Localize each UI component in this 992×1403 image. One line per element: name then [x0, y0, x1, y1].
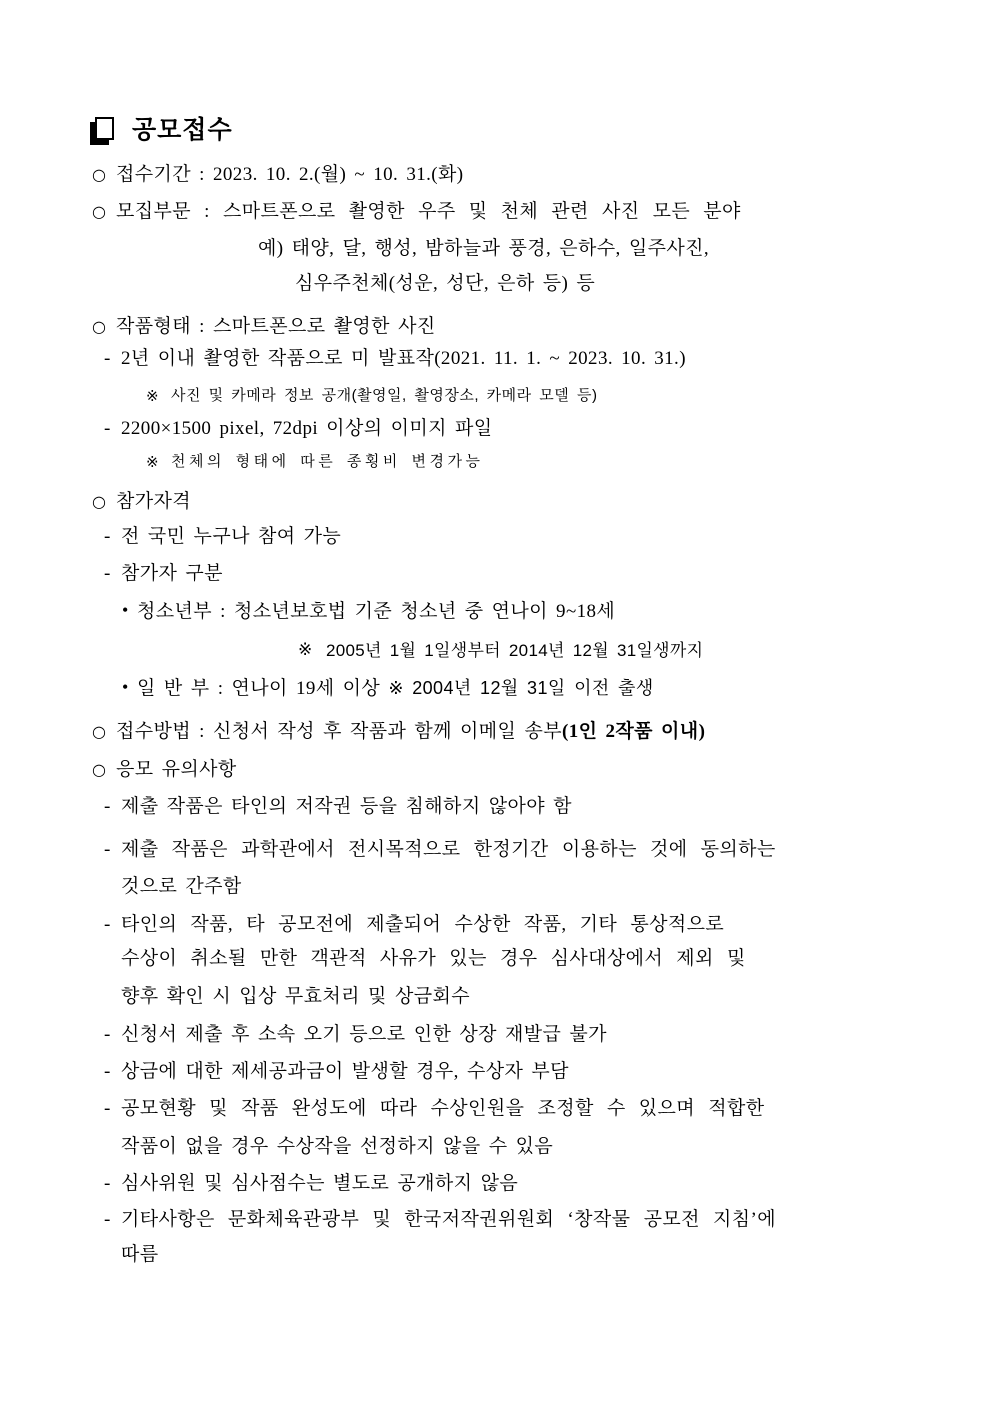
text-segment: 참가자 구분	[121, 563, 223, 584]
note-copyright	[104, 795, 572, 819]
dash-bullet: -	[104, 1061, 111, 1082]
line-general-division	[122, 677, 654, 701]
dash-bullet: -	[104, 348, 111, 369]
section-heading	[90, 110, 233, 146]
dash-bullet: -	[104, 1173, 111, 1194]
text-segment: 전 국민 누구나 참여 가능	[121, 526, 342, 547]
text-segment: 접수기간 : 2023. 10. 2.(월) ~ 10. 31.(화)	[116, 164, 464, 185]
reference-mark-icon: ※	[298, 640, 313, 660]
text-segment: 예) 태양, 달, 행성, 밤하늘과 풍경, 은하수, 일주사진,	[258, 238, 710, 259]
dash-bullet: -	[104, 1024, 111, 1045]
text-segment: 따름	[121, 1244, 159, 1265]
text-segment: 타인의 작품, 타 공모전에 제출되어 수상한 작품, 기타 통상적으로	[121, 914, 725, 935]
text-segment: 공모현황 및 작품 완성도에 따라 수상인원을 조정할 수 있으며 적합한	[121, 1098, 765, 1119]
line-unpublished-rule	[104, 347, 686, 371]
note-winner-adjustment-cont	[121, 1135, 553, 1159]
section-heading-text: 공모접수	[132, 117, 233, 144]
note-other-guidelines	[104, 1208, 776, 1232]
text-segment: 제출 작품은 타인의 저작권 등을 침해하지 않아야 함	[121, 796, 572, 817]
dash-bullet: -	[104, 526, 111, 547]
line-image-spec	[104, 417, 493, 441]
note-certificate-reissue	[104, 1023, 607, 1047]
line-category-examples	[258, 237, 709, 261]
note-disqualification	[104, 913, 725, 937]
text-segment: 2005년 1월 1일생부터 2014년 12월 31일생까지	[326, 641, 704, 660]
dash-bullet: -	[104, 839, 111, 860]
note-exhibition-consent	[104, 838, 776, 862]
line-category-examples-cont	[295, 272, 595, 296]
square-bullet-icon	[95, 117, 114, 140]
line-submission-method	[92, 720, 706, 744]
text-segment: 2200×1500 pixel, 72dpi 이상의 이미지 파일	[121, 418, 493, 439]
line-work-format	[92, 315, 436, 339]
text-segment: 사진 및 카메라 정보 공개(촬영일, 촬영장소, 카메라 모델 등)	[171, 387, 598, 404]
note-disqualification-cont1	[121, 947, 746, 971]
note-judging-private	[104, 1172, 519, 1196]
note-aspect-ratio	[146, 453, 484, 472]
line-reception-period	[92, 163, 464, 187]
dot-bullet: •	[122, 600, 129, 620]
circle-bullet: ○	[92, 492, 107, 511]
circle-bullet: ○	[92, 722, 107, 741]
text-segment: 향후 확인 시 입상 무효처리 및 상금회수	[121, 986, 470, 1007]
dash-bullet: -	[104, 418, 111, 439]
reference-mark-icon: ※	[146, 387, 160, 405]
text-segment: 기타사항은 문화체육관광부 및 한국저작권위원회 ‘창작물 공모전 지침’에	[121, 1209, 776, 1230]
text-segment: 신청서 제출 후 소속 오기 등으로 인한 상장 재발급 불가	[121, 1024, 607, 1045]
text-segment: 심사위원 및 심사점수는 별도로 공개하지 않음	[121, 1173, 519, 1194]
line-youth-division	[122, 600, 616, 624]
text-segment: 작품형태 : 스마트폰으로 촬영한 사진	[116, 316, 436, 337]
text-segment: (1인 2작품 이내)	[561, 721, 706, 742]
circle-bullet: ○	[92, 760, 107, 779]
line-entry-notes-heading	[92, 758, 237, 782]
dot-bullet: •	[122, 677, 129, 697]
reference-mark-icon: ※	[146, 453, 163, 471]
line-recruitment-category	[92, 200, 741, 224]
note-youth-birth-range	[298, 640, 704, 661]
text-segment: 제출 작품은 과학관에서 전시목적으로 한정기간 이용하는 것에 동의하는	[121, 839, 776, 860]
line-eligibility	[92, 490, 192, 514]
line-eligibility-anyone	[104, 525, 342, 549]
text-segment: 천체의 형태에 따른 종횡비 변경가능	[171, 453, 484, 470]
text-segment: 일 반 부 : 연나이 19세 이상	[137, 678, 389, 699]
dash-bullet: -	[104, 796, 111, 817]
text-segment: 상금에 대한 제세공과금이 발생할 경우, 수상자 부담	[121, 1061, 569, 1082]
text-segment: 청소년부 : 청소년보호법 기준 청소년 중 연나이 9~18세	[137, 601, 616, 622]
dash-bullet: -	[104, 1209, 111, 1230]
text-segment: 응모 유의사항	[116, 759, 237, 780]
dash-bullet: -	[104, 914, 111, 935]
note-winner-adjustment	[104, 1097, 765, 1121]
text-segment: ※ 2004년 12월 31일 이전 출생	[388, 678, 654, 698]
circle-bullet: ○	[92, 165, 107, 184]
note-taxes	[104, 1060, 569, 1084]
text-segment: 접수방법 : 신청서 작성 후 작품과 함께 이메일 송부	[116, 721, 562, 742]
dash-bullet: -	[104, 1098, 111, 1119]
note-disqualification-cont2	[121, 985, 470, 1009]
circle-bullet: ○	[92, 202, 107, 221]
circle-bullet: ○	[92, 317, 107, 336]
note-camera-info-disclosure	[146, 387, 598, 406]
line-participant-division	[104, 562, 223, 586]
text-segment: 심우주천체(성운, 성단, 은하 등) 등	[295, 273, 596, 294]
note-exhibition-consent-cont	[121, 875, 242, 899]
text-segment: 작품이 없을 경우 수상작을 선정하지 않을 수 있음	[121, 1136, 554, 1157]
text-segment: 모집부문 : 스마트폰으로 촬영한 우주 및 천체 관련 사진 모든 분야	[116, 201, 741, 222]
note-other-guidelines-cont	[121, 1243, 159, 1267]
text-segment: 것으로 간주함	[121, 876, 242, 897]
text-segment: 참가자격	[116, 491, 192, 512]
dash-bullet: -	[104, 563, 111, 584]
text-segment: 수상이 취소될 만한 객관적 사유가 있는 경우 심사대상에서 제외 및	[121, 948, 746, 969]
text-segment: 2년 이내 촬영한 작품으로 미 발표작(2021. 11. 1. ~ 2023. 10. 31.)	[121, 348, 686, 369]
